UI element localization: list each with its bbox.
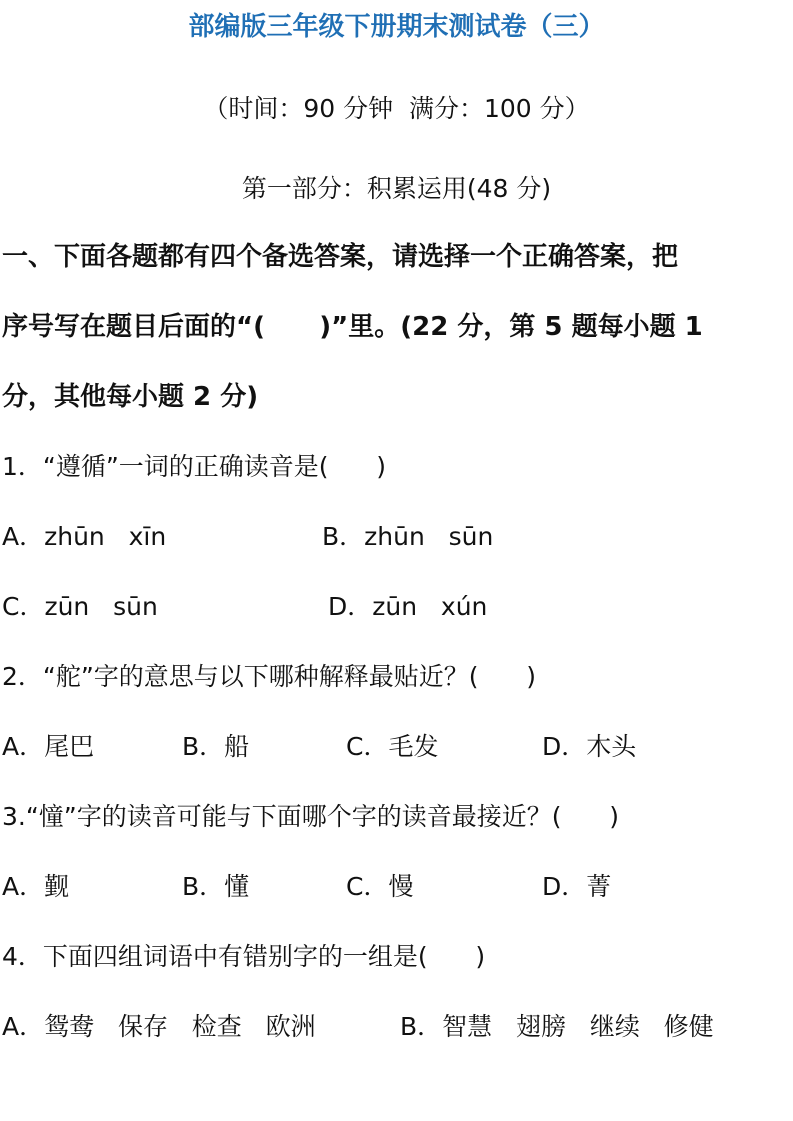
question-2-stem: 2．“舵”字的意思与以下哪种解释最贴近？( ) (2, 662, 536, 691)
question-4-option-a: A．鸳鸯 保存 检查 欧洲 (2, 1012, 316, 1041)
question-1-option-d: D．zūn xún (328, 592, 488, 621)
question-1-stem: 1．“遵循”一词的正确读音是( ) (2, 452, 386, 481)
question-3-stem: 3.“憧”字的读音可能与下面哪个字的读音最接近？( ) (2, 802, 619, 831)
question-3-option-a: A．觐 (2, 872, 70, 901)
question-2-option-d: D．木头 (542, 732, 637, 761)
exam-time-score: （时间：90 分钟 满分：100 分） (203, 94, 590, 123)
question-1-option-b: B．zhūn sūn (322, 522, 494, 551)
question-2-option-b: B．船 (182, 732, 250, 761)
section-instruction-line-1: 一、下面各题都有四个备选答案，请选择一个正确答案，把 (2, 242, 679, 272)
question-4-stem: 4．下面四组词语中有错别字的一组是( ) (2, 942, 486, 971)
part-heading: 第一部分：积累运用(48 分) (241, 174, 552, 203)
section-instruction-line-2: 序号写在题目后面的“( )”里。(22 分，第 5 题每小题 1 (2, 312, 703, 342)
question-3-option-c: C．慢 (346, 872, 414, 901)
question-1-option-c: C．zūn sūn (2, 592, 158, 621)
question-2-option-c: C．毛发 (346, 732, 439, 761)
question-4-option-b: B．智慧 翅膀 继续 修健 (400, 1012, 714, 1041)
exam-title: 部编版三年级下册期末测试卷（三） (188, 12, 605, 42)
question-1-option-a: A．zhūn xīn (2, 522, 167, 551)
section-instruction-line-3: 分，其他每小题 2 分) (2, 382, 259, 412)
question-3-option-d: D．菁 (542, 872, 612, 901)
question-3-option-b: B．懂 (182, 872, 250, 901)
question-2-option-a: A．尾巴 (2, 732, 95, 761)
